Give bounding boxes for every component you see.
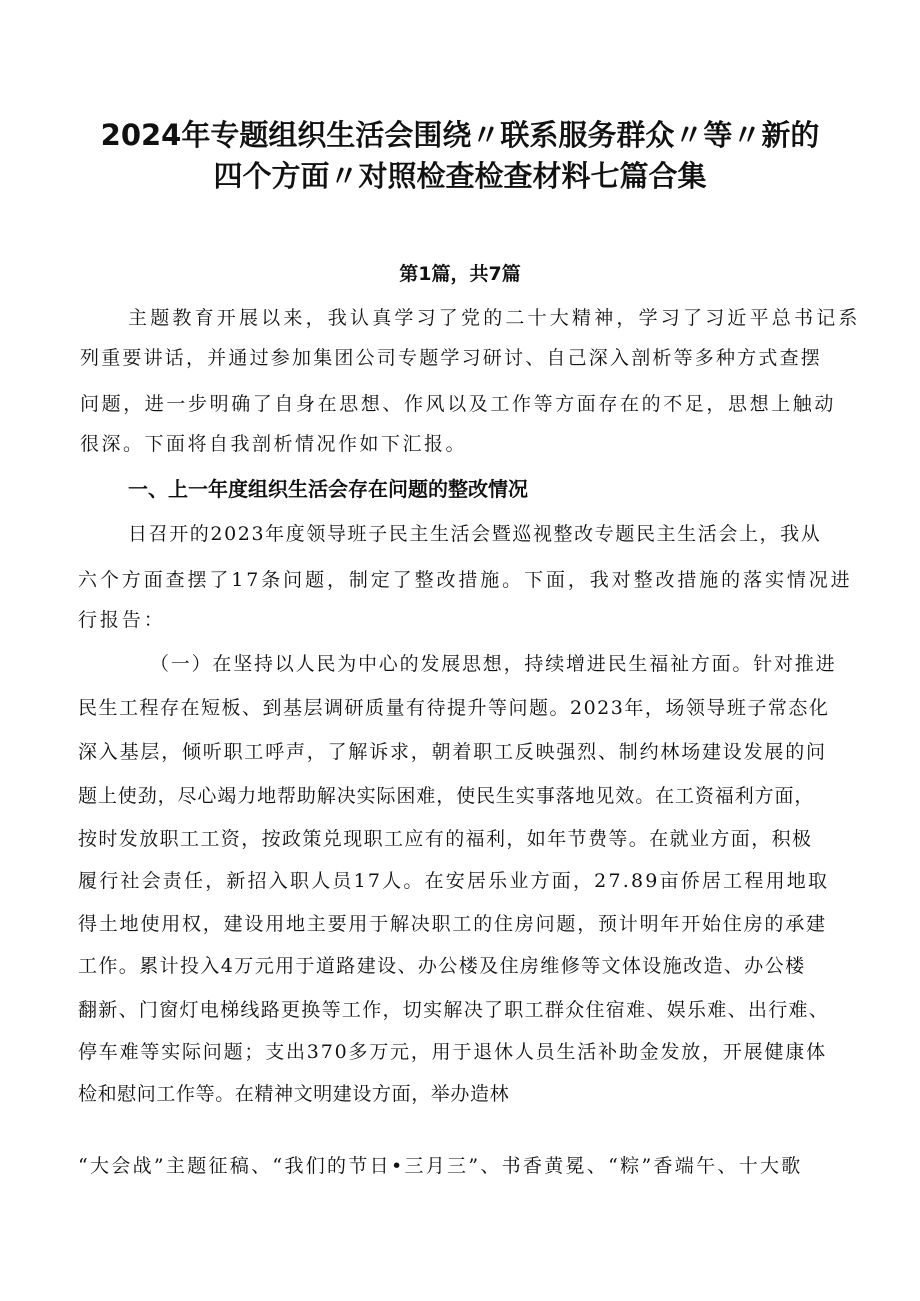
- paragraph-line: 题上使劲，尽心竭力地帮助解决实际困难，使民生实事落地见效。在工资福利方面，: [78, 785, 815, 807]
- paragraph-line: 六个方面查摆了17条问题，制定了整改措施。下面，我对整改措施的落实情况进: [78, 569, 853, 591]
- paragraph-line: 工作。累计投入4万元用于道路建设、办公楼及住房维修等文体设施改造、办公楼: [78, 955, 806, 977]
- paragraph-line: 按时发放职工工资，按政策兑现职工应有的福利，如年节费等。在就业方面，积极: [78, 828, 813, 850]
- paragraph-line: （一）在坚持以人民为中心的发展思想，持续增进民生福祉方面。针对推进: [150, 653, 837, 675]
- paragraph-line: 民生工程存在短板、到基层调研质量有待提升等问题。2023年，场领导班子常态化: [78, 697, 830, 719]
- paragraph-line: 得土地使用权，建设用地主要用于解决职工的住房问题，预计明年开始住房的承建: [78, 913, 827, 935]
- section-heading: 一、上一年度组织生活会存在问题的整改情况: [128, 477, 528, 501]
- paragraph-line: 主题教育开展以来，我认真学习了党的二十大精神，学习了习近平总书记系: [128, 307, 861, 329]
- paragraph-line: 很深。下面将自我剖析情况作如下汇报。: [80, 433, 468, 455]
- paragraph-line: “大会战”主题征稿、“我们的节日•三月三”、书香黄冕、“粽”香端午、十大歌: [78, 1155, 803, 1177]
- paragraph-line: 列重要讲话，并通过参加集团公司专题学习研讨、自己深入剖析等多种方式查摆: [80, 347, 823, 369]
- paragraph-line: 日召开的2023年度领导班子民主生活会暨巡视整改专题民主生活会上，我从: [128, 523, 822, 545]
- paragraph-line: 问题，进一步明确了自身在思想、作风以及工作等方面存在的不足，思想上触动: [80, 393, 837, 415]
- paragraph-line: 翻新、门窗灯电梯线路更换等工作，切实解决了职工群众住宿难、娱乐难、出行难、: [78, 999, 830, 1021]
- document-title-line-1: 2024年专题组织生活会围绕〃联系服务群众〃等〃新的: [100, 118, 820, 152]
- paragraph-line: 检和慰问工作等。在精神文明建设方面，举办造林: [78, 1083, 510, 1105]
- paragraph-line: 行报告：: [78, 609, 166, 631]
- part-label: 第1篇，共7篇: [399, 263, 521, 285]
- paragraph-line: 深入基层，倾听职工呼声，了解诉求，朝着职工反映强烈、制约林场建设发展的问: [78, 741, 827, 763]
- paragraph-line: 履行社会责任，新招入职人员17人。在安居乐业方面，27.89亩侨居工程用地取: [78, 870, 830, 892]
- document-title-line-2: 四个方面〃对照检查检查材料七篇合集: [213, 159, 707, 193]
- paragraph-line: 停车难等实际问题；支出370多万元，用于退休人员生活补助金发放，开展健康体: [78, 1041, 827, 1063]
